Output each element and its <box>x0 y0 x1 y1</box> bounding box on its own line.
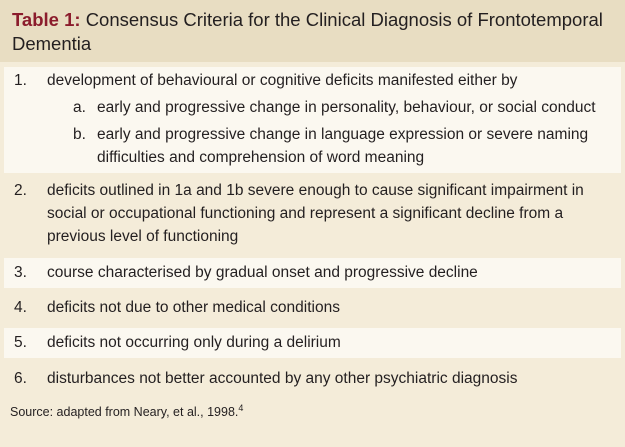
subitem-letter: a. <box>73 99 86 116</box>
table-row <box>4 328 621 358</box>
item-number: 4. <box>14 299 27 316</box>
table-label: Table 1: <box>12 9 81 30</box>
table-row <box>4 67 621 173</box>
subitem-letter: b. <box>73 126 86 143</box>
table-row <box>4 258 621 288</box>
source-reference: 4 <box>238 402 244 413</box>
table-row <box>4 293 621 323</box>
item-text: development of behavioural or cognitive deficits manifested either by <box>47 72 518 89</box>
item-text: deficits not occurring only during a delirium <box>47 334 341 351</box>
source-text: Source: adapted from Neary, et al., 1998. <box>10 405 239 419</box>
table-title: Consensus Criteria for the Clinical Diagnosis of Frontotemporal Dementia <box>12 9 603 54</box>
item-number: 2. <box>14 182 27 199</box>
table-header <box>0 0 625 62</box>
item-number: 1. <box>14 72 27 89</box>
item-number: 3. <box>14 264 27 281</box>
item-number: 5. <box>14 334 27 351</box>
item-text: deficits outlined in 1a and 1b severe enough to cause significant impairment in social or occupational functioning and represent a significant decline from a previous level of functioning <box>47 182 584 245</box>
table-row <box>4 177 621 253</box>
item-text: disturbances not better accounted by any other psychiatric diagnosis <box>47 370 518 387</box>
item-text: course characterised by gradual onset and progressive decline <box>47 264 478 281</box>
table-row <box>4 364 621 394</box>
item-number: 6. <box>14 370 27 387</box>
subitem-text: early and progressive change in personality, behaviour, or social conduct <box>97 99 596 116</box>
source-note <box>10 404 243 420</box>
subitem-text: early and progressive change in language expression or severe naming difficulties and comprehension of word meaning <box>97 126 589 166</box>
item-text: deficits not due to other medical conditions <box>47 299 340 316</box>
